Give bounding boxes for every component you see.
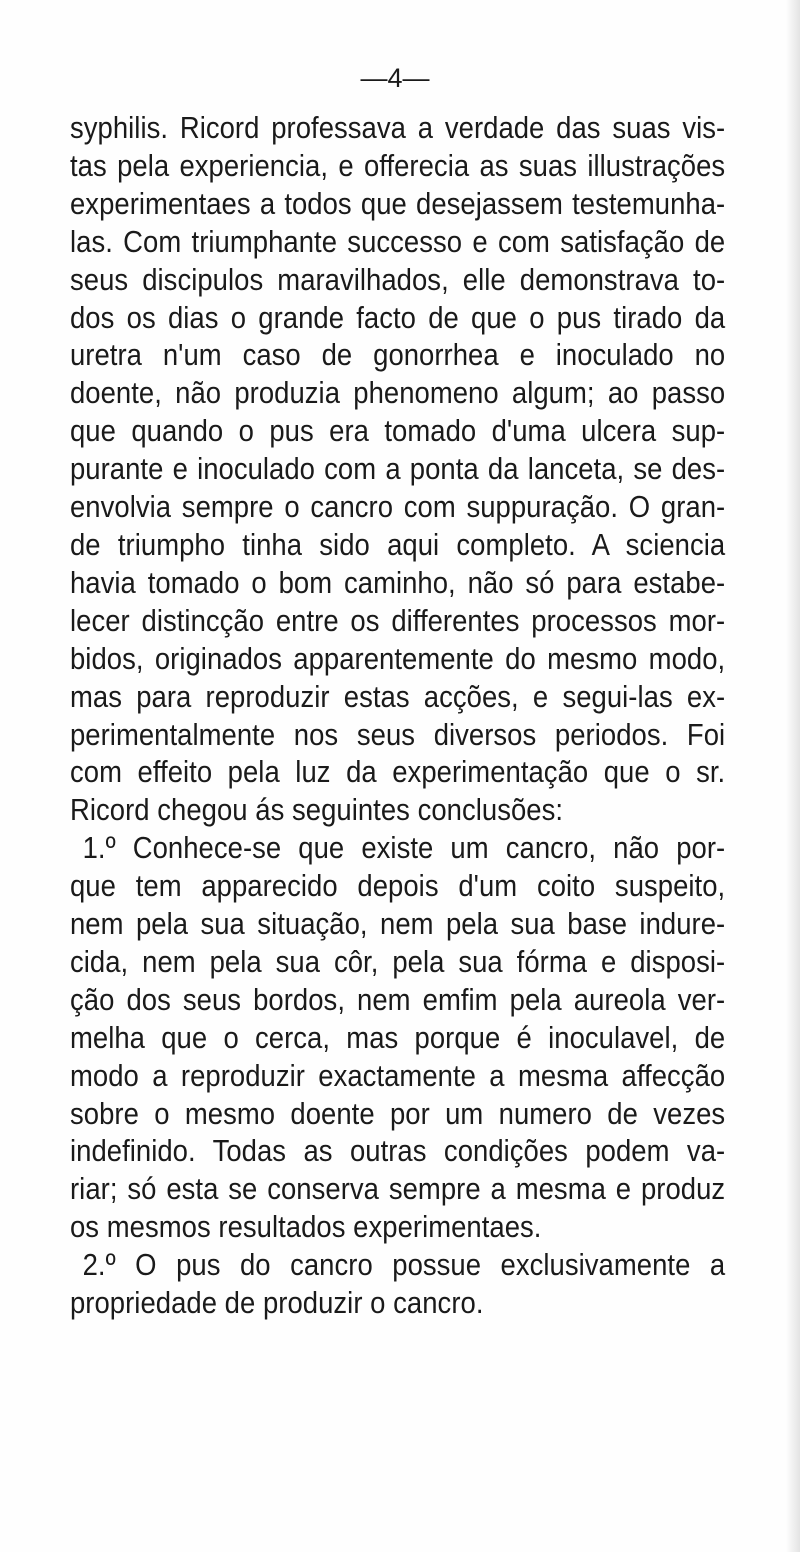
text-line: com effeito pela luz da experimentação que o sr.: [70, 755, 726, 790]
text-line: dos os dias o grande facto de que o pus tirado da: [70, 300, 726, 335]
text-line: experimentaes a todos que desejassem testemunha-: [70, 186, 726, 221]
text-line: ção dos seus bordos, nem emfim pela aureola ver-: [70, 982, 726, 1017]
text-line: que quando o pus era tomado d'uma ulcera sup-: [70, 414, 726, 449]
text-line: envolvia sempre o cancro com suppuração. O gran-: [70, 490, 726, 525]
text-line: mas para reproduzir estas acções, e segui-las ex-: [70, 679, 726, 714]
text-line: nem pela sua situação, nem pela sua base indure-: [70, 907, 726, 942]
text-line: tas pela experiencia, e offerecia as suas illustrações: [70, 148, 726, 183]
text-line: cida, nem pela sua côr, pela sua fórma e disposi-: [70, 944, 726, 979]
text-line: indefinido. Todas as outras condições podem va-: [70, 1134, 726, 1169]
text-line: purante e inoculado com a ponta da lanceta, se des-: [70, 452, 726, 487]
text-line: havia tomado o bom caminho, não só para estabe-: [70, 565, 726, 600]
text-line: bidos, originados apparentemente do mesmo modo,: [70, 641, 726, 676]
text-line: perimentalmente nos seus diversos periodos. Foi: [70, 717, 726, 752]
text-line: riar; só esta se conserva sempre a mesma e produz: [70, 1172, 726, 1207]
text-line: os mesmos resultados experimentaes.: [70, 1210, 542, 1245]
body-text: [70, 110, 725, 1323]
text-line: sobre o mesmo doente por um numero de vezes: [70, 1096, 726, 1131]
text-line: melha que o cerca, mas porque é inoculavel, de: [70, 1020, 726, 1055]
text-line: lecer distincção entre os differentes processos mor-: [70, 603, 726, 638]
text-line: 1.º Conhece-se que existe um cancro, não por-: [82, 831, 726, 866]
page-edge-shadow: [786, 0, 800, 1552]
page-number: —4—: [360, 63, 430, 93]
text-line: syphilis. Ricord professava a verdade das suas vis-: [70, 111, 726, 145]
text-line: seus discipulos maravilhados, elle demonstrava to-: [70, 262, 726, 297]
text-line: doente, não produzia phenomeno algum; ao passo: [70, 376, 726, 411]
text-line: de triumpho tinha sido aqui completo. A sciencia: [70, 527, 726, 562]
text-line: Ricord chegou ás seguintes conclusões:: [70, 793, 564, 828]
text-line: 2.º O pus do cancro possue exclusivamente a: [82, 1248, 726, 1283]
text-line: modo a reproduzir exactamente a mesma affecção: [70, 1058, 726, 1093]
text-line: uretra n'um caso de gonorrhea e inoculado no: [70, 338, 726, 373]
text-line: las. Com triumphante successo e com satisfação de: [70, 224, 726, 259]
text-line: propriedade de produzir o cancro.: [70, 1286, 484, 1321]
text-line: que tem apparecido depois d'um coito suspeito,: [70, 869, 726, 904]
